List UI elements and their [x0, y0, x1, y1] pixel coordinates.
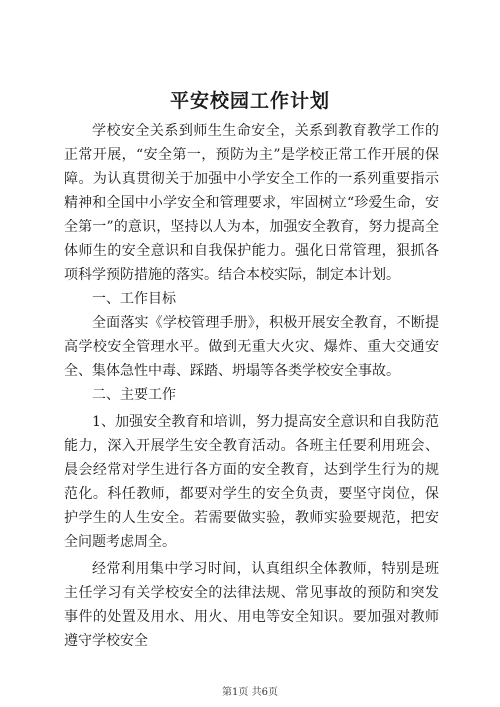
section-heading-goals: 一、工作目标	[92, 291, 176, 307]
paragraph-goals: 全面落实《学校管理手册》，积极开展安全教育，不断提高学校安全管理水平。做到无重大火灾、爆炸、重大交通安全、集体急性中毒、踩踏、坍塌等各类学校安全事故。	[64, 315, 439, 379]
section-heading-main-work: 二、主要工作	[92, 387, 176, 403]
page-footer: 第1页 共6页	[222, 687, 278, 698]
document-body	[64, 119, 439, 653]
paragraph-work-item-1: 1、加强安全教育和培训，努力提高安全意识和自我防范能力，深入开展学生安全教育活动。各班主任要利用班会、晨会经常对学生进行各方面的安全教育，达到学生行为的规范化。科任教师，都要对学生的安全负责，要坚守岗位，保护学生的人生安全。若需要做实验，教师实验要规范，把安全问题考虑周全。	[64, 414, 439, 550]
paragraph-intro: 学校安全关系到师生生命安全，关系到教育教学工作的正常开展，“安全第一，预防为主”是学校正常工作开展的保障。为认真贯彻关于加强中小学安全工作的一系列重要指示精神和全国中小学安全和管理要求，牢固树立“珍爱生命，安全第一”的意识，坚持以人为本，加强安全教育，努力提高全体师生的安全意识和自我保护能力。强化日常管理，狠抓各项科学预防措施的落实。结合本校实际，制定本计划。	[64, 123, 439, 283]
document-title: 平安校园工作计划	[169, 90, 330, 112]
paragraph-teacher-training: 经常利用集中学习时间，认真组织全体教师，特别是班主任学习有关学校安全的法律法规、常见事故的预防和突发事件的处置及用水、用火、用电等安全知识。要加强对教师遵守学校安全	[64, 561, 439, 649]
